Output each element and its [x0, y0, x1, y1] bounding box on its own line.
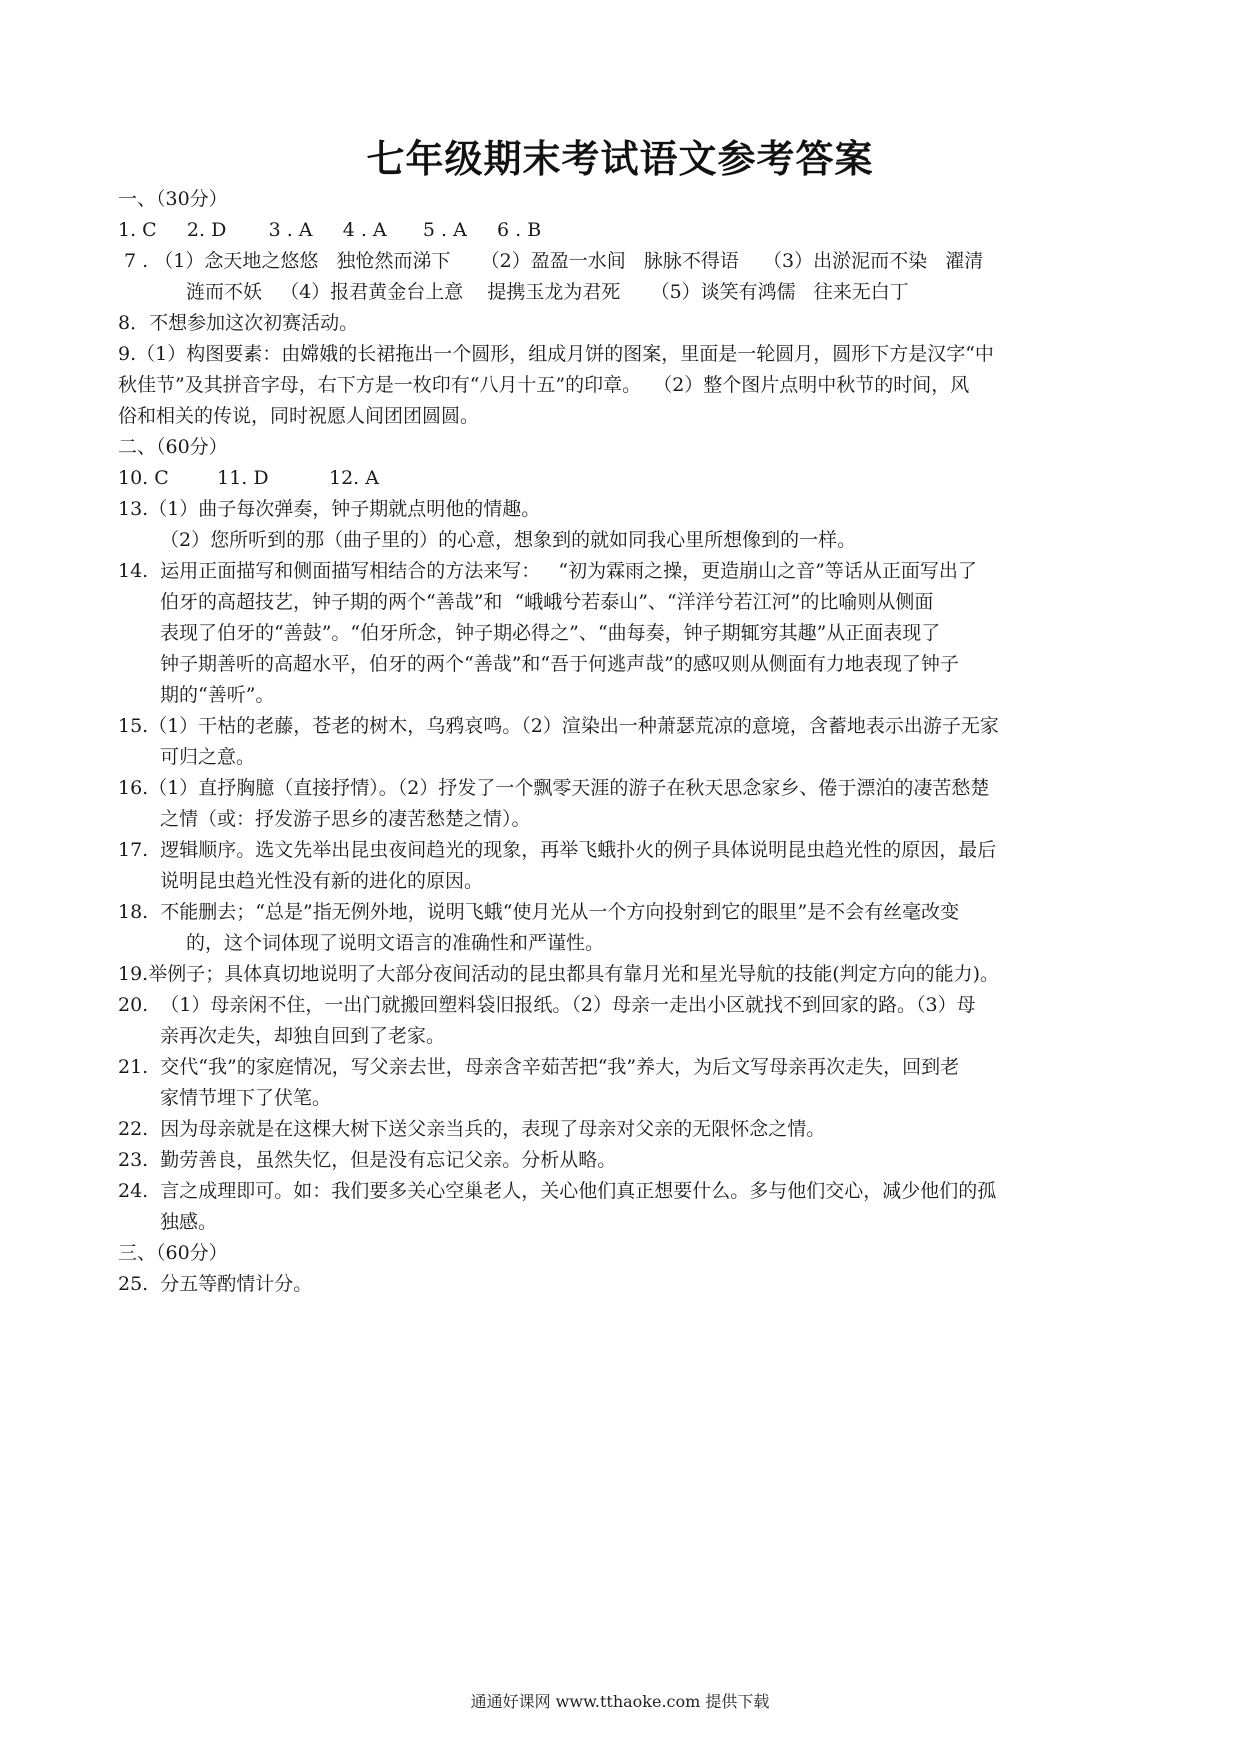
answer-line-20-cont: 亲再次走失，却独自回到了老家。	[160, 1025, 446, 1047]
answer-content	[118, 184, 1128, 1300]
answer-line-17-cont: 说明昆虫趋光性没有新的进化的原因。	[160, 870, 484, 892]
answer-line-1-6: 1. C 2. D 3 . A 4 . A 5 . A 6 . B	[118, 219, 542, 241]
page-title: 七年级期末考试语文参考答案	[366, 137, 874, 181]
answer-line-8: 8．不想参加这次初赛活动。	[118, 312, 359, 334]
answer-line-13-cont: （2）您所听到的那（曲子里的）的心意，想象到的就如同我心里所想像到的一样。	[160, 529, 857, 551]
section-header-1: 一、（30分）	[118, 188, 228, 210]
answer-line-7-cont: 涟而不妖 （4）报君黄金台上意 提携玉龙为君死 （5）谈笑有鸿儒 往来无白丁	[186, 281, 909, 303]
answer-line-10-12: 10. C 11. D 12. A	[118, 467, 379, 489]
answer-line-15-cont: 可归之意。	[160, 746, 256, 768]
download-footer: 通通好课网 www.tthaoke.com 提供下载	[470, 1692, 770, 1711]
answer-line-20: 20. （1）母亲闲不住，一出门就搬回塑料袋旧报纸。（2）母亲一走出小区就找不到回家的路。（3）母	[118, 994, 976, 1016]
answer-line-21-cont: 家情节埋下了伏笔。	[160, 1087, 332, 1109]
answer-line-18-cont: 的，这个词体现了说明文语言的准确性和严谨性。	[186, 932, 605, 954]
answer-line-14-cont: 伯牙的高超技艺，钟子期的两个“善哉”和 “峨峨兮若泰山”、“洋洋兮若江河”的比喻则从侧面	[160, 591, 934, 613]
answer-line-23: 23. 勤劳善良，虽然失忆，但是没有忘记父亲。分析从略。	[118, 1149, 617, 1171]
answer-line-21: 21. 交代“我”的家庭情况，写父亲去世，母亲含辛茹苦把“我”养大，为后文写母亲再次走失，回到老	[118, 1056, 960, 1078]
answer-line-9-cont: 俗和相关的传说，同时祝愿人间团团圆圆。	[118, 405, 480, 427]
answer-line-24-cont: 独感。	[160, 1211, 218, 1233]
answer-line-9: 9.（1）构图要素：由嫦娥的长裙拖出一个圆形，组成月饼的图案，里面是一轮圆月，圆形下方是汉字“中	[118, 343, 994, 365]
section-header-3: 三、（60分）	[118, 1242, 228, 1264]
answer-line-19: 19.举例子；具体真切地说明了大部分夜间活动的昆虫都具有靠月光和星光导航的技能(判定方向的能力)。	[118, 963, 1000, 985]
answer-line-15: 15.（1）干枯的老藤，苍老的树木，乌鸦哀鸣。（2）渲染出一种萧瑟荒凉的意境，含蓄地表示出游子无家	[118, 715, 999, 737]
answer-line-22: 22. 因为母亲就是在这棵大树下送父亲当兵的，表现了母亲对父亲的无限怀念之情。	[118, 1118, 826, 1140]
answer-line-14-cont: 表现了伯牙的“善鼓”。“伯牙所念，钟子期必得之”、“曲每奏，钟子期辄穷其趣”从正面表现了	[160, 622, 941, 644]
answer-line-14-cont: 期的“善听”。	[160, 684, 275, 706]
answer-line-7: 7 . （1）念天地之悠悠 独怆然而涕下 （2）盈盈一水间 脉脉不得语 （3）出淤泥而不染 濯清	[118, 250, 984, 272]
answer-line-14-cont: 钟子期善听的高超水平，伯牙的两个“善哉”和“吾于何逃声哉”的感叹则从侧面有力地表现了钟子	[160, 653, 959, 675]
answer-line-25: 25. 分五等酌情计分。	[118, 1273, 313, 1295]
answer-line-9-cont: 秋佳节”及其拼音字母，右下方是一枚印有“八月十五”的印章。 （2）整个图片点明中秋节的时间，风	[118, 374, 970, 396]
answer-line-24: 24. 言之成理即可。如：我们要多关心空巢老人，关心他们真正想要什么。多与他们交心，减少他们的孤	[118, 1180, 997, 1202]
answer-line-17: 17. 逻辑顺序。选文先举出昆虫夜间趋光的现象，再举飞蛾扑火的例子具体说明昆虫趋光性的原因，最后	[118, 839, 997, 861]
answer-line-13: 13.（1）曲子每次弹奏，钟子期就点明他的情趣。	[118, 498, 541, 520]
answer-line-14: 14. 运用正面描写和侧面描写相结合的方法来写： “初为霖雨之操，更造崩山之音”等话从正面写出了	[118, 560, 977, 582]
answer-line-16-cont: 之情（或：抒发游子思乡的凄苦愁楚之情）。	[160, 808, 531, 830]
answer-line-18: 18. 不能删去；“总是”指无例外地，说明飞蛾“使月光从一个方向投射到它的眼里”是不会有丝毫改变	[118, 901, 960, 923]
section-header-2: 二、（60分）	[118, 436, 228, 458]
answer-line-16: 16.（1）直抒胸臆（直接抒情）。（2）抒发了一个飘零天涯的游子在秋天思念家乡、倦于漂泊的凄苦愁楚	[118, 777, 990, 799]
